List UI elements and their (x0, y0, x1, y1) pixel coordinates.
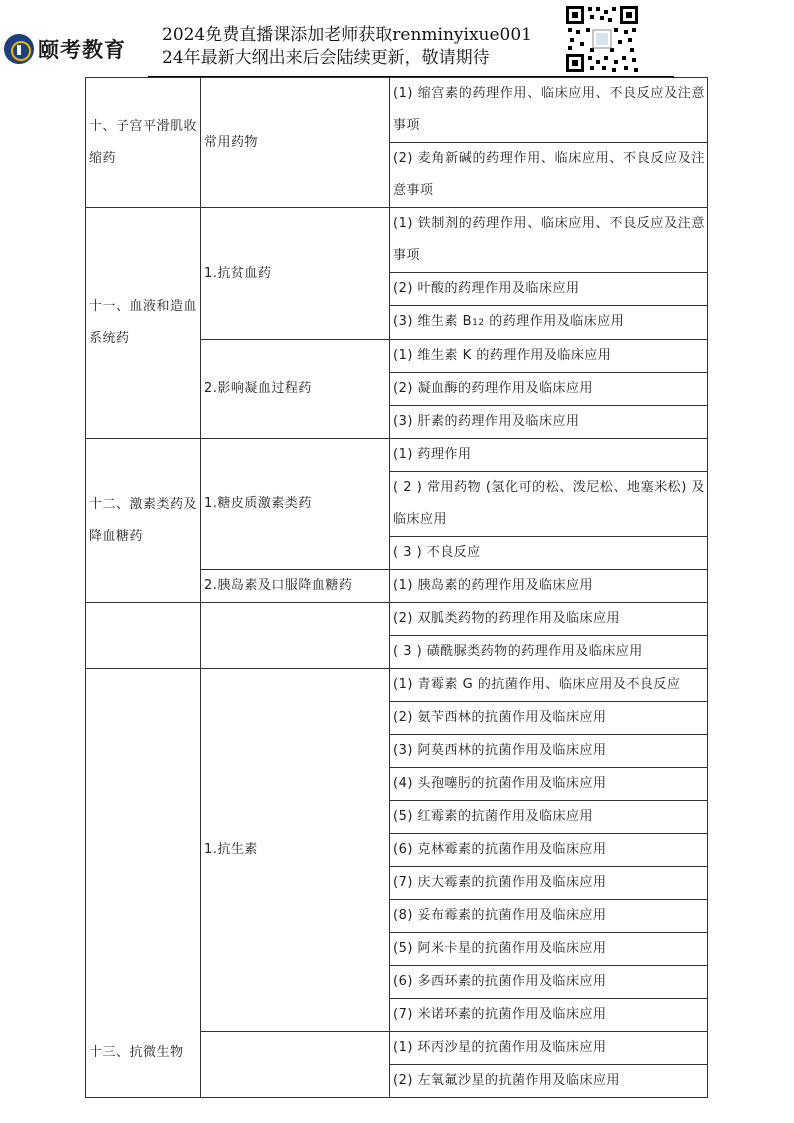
promo-line-1: 2024免费直播课添加老师获取renminyixue001 (162, 25, 532, 45)
table-row (86, 439, 708, 472)
point-cell (390, 306, 708, 340)
point-cell: (2) 叶酸的药理作用及临床应用 (390, 273, 708, 306)
page-header (0, 0, 794, 80)
point-cell: (6) 克林霉素的抗菌作用及临床应用 (390, 834, 708, 867)
point-cell: (3) 肝素的药理作用及临床应用 (390, 406, 708, 439)
point-cell: (2) 左氧氟沙星的抗菌作用及临床应用 (390, 1065, 708, 1098)
point-cell: (1) 铁制剂的药理作用、临床应用、不良反应及注意事项 (390, 208, 708, 273)
point-cell: (2) 麦角新碱的药理作用、临床应用、不良反应及注意事项 (390, 143, 708, 208)
brand-emblem-icon (4, 34, 34, 64)
point-text: (3) 维生素 B (393, 314, 473, 329)
point-cell: (2) 凝血酶的药理作用及临床应用 (390, 373, 708, 406)
point-cell: (1) 环丙沙星的抗菌作用及临床应用 (390, 1032, 708, 1065)
table-row (86, 603, 708, 636)
promo-text (162, 24, 532, 70)
unit-cell: 十二、激素类药及降血糖药 (86, 439, 201, 603)
brand-logo (4, 34, 126, 64)
point-cell: (1) 青霉素 G 的抗菌作用、临床应用及不良反应 (390, 669, 708, 702)
element-cell: 1.抗贫血药 (201, 208, 390, 340)
element-cell: 2.影响凝血过程药 (201, 340, 390, 439)
table-row (86, 208, 708, 273)
promo-line-2: 24年最新大纲出来后会陆续更新，敬请期待 (162, 48, 490, 68)
point-cell: (5) 红霉素的抗菌作用及临床应用 (390, 801, 708, 834)
syllabus-table (85, 77, 708, 1098)
element-cell (201, 1032, 390, 1098)
point-cell: ( 3 ) 磺酰脲类药物的药理作用及临床应用 (390, 636, 708, 669)
unit-cell: 十、子宫平滑肌收缩药 (86, 78, 201, 208)
point-cell: (1) 缩宫素的药理作用、临床应用、不良反应及注意事项 (390, 78, 708, 143)
subscript-12: 12 (472, 318, 485, 328)
point-cell: (7) 庆大霉素的抗菌作用及临床应用 (390, 867, 708, 900)
unit-cell (86, 603, 201, 669)
point-cell: (3) 阿莫西林的抗菌作用及临床应用 (390, 735, 708, 768)
table-row (86, 669, 708, 702)
point-cell: (8) 妥布霉素的抗菌作用及临床应用 (390, 900, 708, 933)
point-cell: (1) 胰岛素的药理作用及临床应用 (390, 570, 708, 603)
unit-cell: 十一、血液和造血系统药 (86, 208, 201, 439)
point-cell: ( 2 ) 常用药物 (氢化可的松、泼尼松、地塞米松) 及临床应用 (390, 472, 708, 537)
element-cell: 常用药物 (201, 78, 390, 208)
point-cell: (2) 双胍类药物的药理作用及临床应用 (390, 603, 708, 636)
point-cell: (4) 头孢噻肟的抗菌作用及临床应用 (390, 768, 708, 801)
point-cell: (2) 氨苄西林的抗菌作用及临床应用 (390, 702, 708, 735)
point-cell: (6) 多西环素的抗菌作用及临床应用 (390, 966, 708, 999)
brand-name: 颐考教育 (38, 38, 126, 62)
element-cell (201, 603, 390, 669)
element-cell: 2.胰岛素及口服降血糖药 (201, 570, 390, 603)
point-text: 的药理作用及临床应用 (484, 314, 625, 329)
point-cell: (7) 米诺环素的抗菌作用及临床应用 (390, 999, 708, 1032)
unit-cell: 十三、抗微生物 (86, 669, 201, 1098)
qr-code-icon (564, 4, 640, 74)
point-cell: ( 3 ) 不良反应 (390, 537, 708, 570)
point-cell: (1) 维生素 K 的药理作用及临床应用 (390, 340, 708, 373)
element-cell: 1.糖皮质激素类药 (201, 439, 390, 570)
point-cell: (5) 阿米卡星的抗菌作用及临床应用 (390, 933, 708, 966)
table-row (86, 78, 708, 143)
element-cell: 1.抗生素 (201, 669, 390, 1032)
point-cell: (1) 药理作用 (390, 439, 708, 472)
